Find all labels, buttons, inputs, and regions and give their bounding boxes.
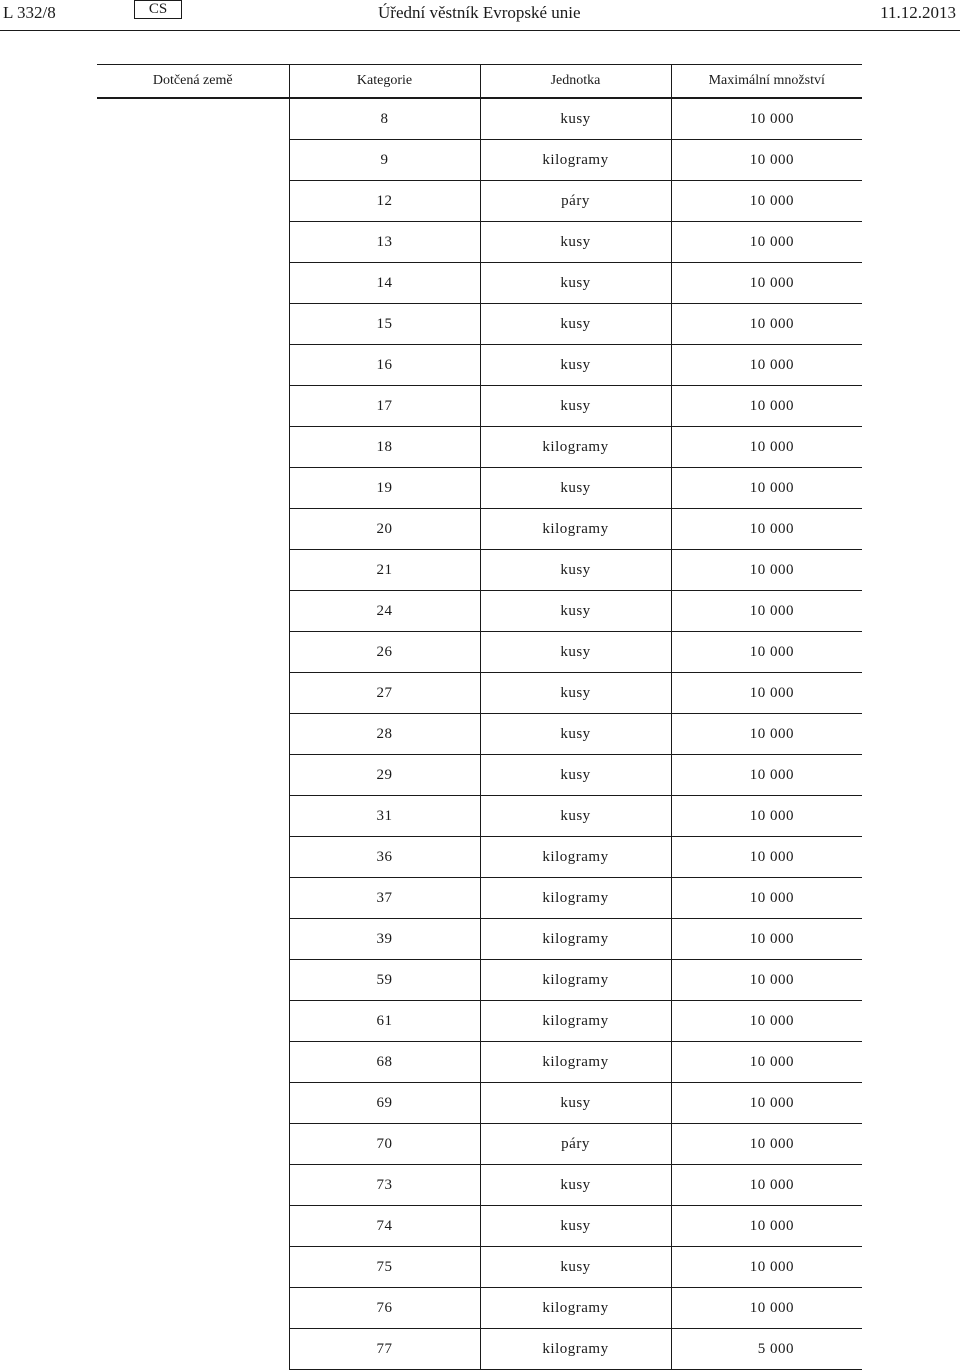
max-quantity-cell: 10 000 (671, 591, 862, 632)
max-quantity-cell: 5 000 (671, 1329, 862, 1370)
category-cell: 37 (289, 878, 480, 919)
language-code-box: CS (134, 0, 182, 19)
unit-cell: kilogramy (480, 1001, 671, 1042)
column-header-country: Dotčená země (97, 65, 289, 99)
unit-cell: kilogramy (480, 509, 671, 550)
publication-date: 11.12.2013 (880, 3, 956, 22)
unit-cell: kusy (480, 345, 671, 386)
header-row (97, 65, 862, 99)
unit-cell: kilogramy (480, 427, 671, 468)
category-cell: 14 (289, 263, 480, 304)
unit-cell: kilogramy (480, 837, 671, 878)
max-quantity-cell: 10 000 (671, 222, 862, 263)
max-quantity-cell: 10 000 (671, 1206, 862, 1247)
max-quantity-cell: 10 000 (671, 878, 862, 919)
max-quantity-cell: 10 000 (671, 714, 862, 755)
max-quantity-cell: 10 000 (671, 1001, 862, 1042)
category-cell: 17 (289, 386, 480, 427)
max-quantity-cell: 10 000 (671, 509, 862, 550)
category-cell: 19 (289, 468, 480, 509)
category-cell: 73 (289, 1165, 480, 1206)
max-quantity-cell: 10 000 (671, 755, 862, 796)
max-quantity-cell: 10 000 (671, 98, 862, 140)
unit-cell: kusy (480, 591, 671, 632)
unit-cell: kusy (480, 304, 671, 345)
column-header-unit: Jednotka (480, 65, 671, 99)
unit-cell: páry (480, 181, 671, 222)
category-cell: 8 (289, 98, 480, 140)
max-quantity-cell: 10 000 (671, 468, 862, 509)
max-quantity-cell: 10 000 (671, 1288, 862, 1329)
category-cell: 68 (289, 1042, 480, 1083)
category-cell: 26 (289, 632, 480, 673)
unit-cell: kilogramy (480, 1042, 671, 1083)
table-header (97, 65, 862, 99)
unit-cell: kusy (480, 550, 671, 591)
header-rule (0, 30, 960, 31)
max-quantity-cell: 10 000 (671, 386, 862, 427)
category-cell: 21 (289, 550, 480, 591)
max-quantity-cell: 10 000 (671, 345, 862, 386)
category-cell: 28 (289, 714, 480, 755)
unit-cell: kusy (480, 1206, 671, 1247)
unit-cell: kusy (480, 714, 671, 755)
column-header-category: Kategorie (289, 65, 480, 99)
max-quantity-cell: 10 000 (671, 427, 862, 468)
category-cell: 9 (289, 140, 480, 181)
max-quantity-cell: 10 000 (671, 837, 862, 878)
category-cell: 39 (289, 919, 480, 960)
category-cell: 36 (289, 837, 480, 878)
max-quantity-cell: 10 000 (671, 960, 862, 1001)
max-quantity-cell: 10 000 (671, 919, 862, 960)
category-cell: 24 (289, 591, 480, 632)
unit-cell: kusy (480, 673, 671, 714)
category-cell: 31 (289, 796, 480, 837)
country-cell (97, 98, 289, 1370)
table-body (97, 98, 862, 1370)
unit-cell: kusy (480, 796, 671, 837)
table-row (97, 98, 862, 140)
max-quantity-cell: 10 000 (671, 1165, 862, 1206)
max-quantity-cell: 10 000 (671, 1124, 862, 1165)
unit-cell: kilogramy (480, 878, 671, 919)
unit-cell: kusy (480, 386, 671, 427)
category-cell: 75 (289, 1247, 480, 1288)
unit-cell: kusy (480, 632, 671, 673)
unit-cell: kusy (480, 468, 671, 509)
page-header (0, 0, 960, 30)
max-quantity-cell: 10 000 (671, 550, 862, 591)
category-cell: 18 (289, 427, 480, 468)
unit-cell: kusy (480, 263, 671, 304)
unit-cell: kusy (480, 1247, 671, 1288)
category-cell: 29 (289, 755, 480, 796)
journal-title: Úřední věstník Evropské unie (378, 3, 581, 22)
category-cell: 27 (289, 673, 480, 714)
max-quantity-cell: 10 000 (671, 140, 862, 181)
unit-cell: kilogramy (480, 919, 671, 960)
category-cell: 59 (289, 960, 480, 1001)
category-cell: 16 (289, 345, 480, 386)
max-quantity-cell: 10 000 (671, 632, 862, 673)
category-cell: 69 (289, 1083, 480, 1124)
category-cell: 76 (289, 1288, 480, 1329)
max-quantity-cell: 10 000 (671, 1247, 862, 1288)
column-header-max-quantity: Maximální množství (671, 65, 862, 99)
category-cell: 70 (289, 1124, 480, 1165)
unit-cell: kusy (480, 222, 671, 263)
unit-cell: kilogramy (480, 140, 671, 181)
page-reference: L 332/8 (3, 3, 56, 22)
max-quantity-cell: 10 000 (671, 181, 862, 222)
max-quantity-cell: 10 000 (671, 304, 862, 345)
max-quantity-cell: 10 000 (671, 1083, 862, 1124)
category-cell: 12 (289, 181, 480, 222)
category-cell: 61 (289, 1001, 480, 1042)
unit-cell: kilogramy (480, 1329, 671, 1370)
category-cell: 74 (289, 1206, 480, 1247)
category-cell: 15 (289, 304, 480, 345)
quota-table (97, 64, 862, 1370)
max-quantity-cell: 10 000 (671, 673, 862, 714)
unit-cell: kusy (480, 755, 671, 796)
unit-cell: kilogramy (480, 960, 671, 1001)
category-cell: 77 (289, 1329, 480, 1370)
unit-cell: kusy (480, 1165, 671, 1206)
max-quantity-cell: 10 000 (671, 263, 862, 304)
unit-cell: kusy (480, 98, 671, 140)
category-cell: 20 (289, 509, 480, 550)
unit-cell: kusy (480, 1083, 671, 1124)
max-quantity-cell: 10 000 (671, 1042, 862, 1083)
max-quantity-cell: 10 000 (671, 796, 862, 837)
category-cell: 13 (289, 222, 480, 263)
unit-cell: kilogramy (480, 1288, 671, 1329)
unit-cell: páry (480, 1124, 671, 1165)
